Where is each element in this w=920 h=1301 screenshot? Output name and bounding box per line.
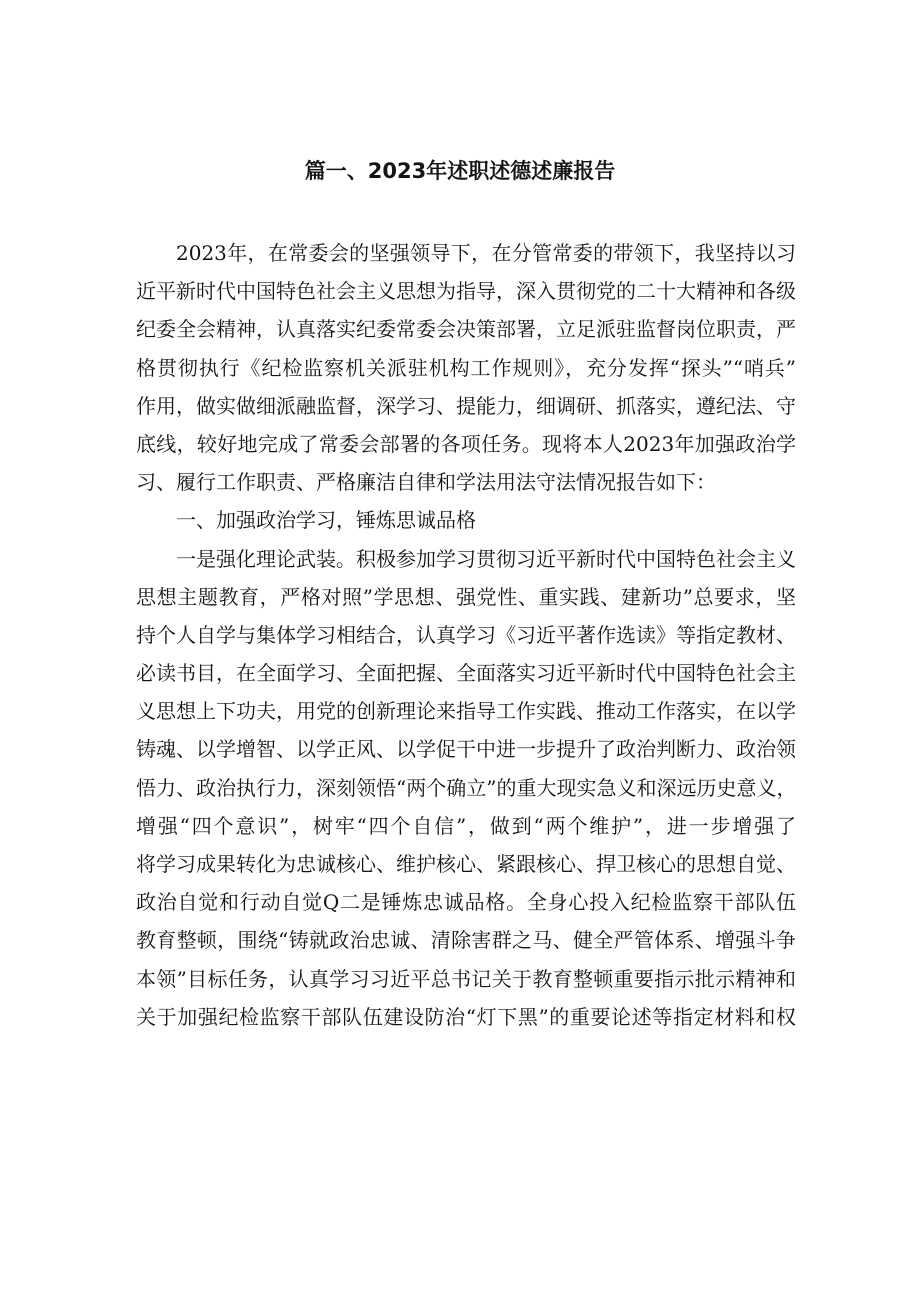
document-body xyxy=(136,234,796,1036)
document-title: 篇一、2023年述职述德述廉报告 xyxy=(304,159,616,183)
text-line: 增强“四个意识”，树牢“四个自信”，做到“两个维护”，进一步增强了 xyxy=(136,813,796,838)
paragraph-intro xyxy=(136,234,796,501)
text-line: 义思想上下功夫，用党的创新理论来指导工作实践、推动工作落实，在以学 xyxy=(136,699,796,724)
text-line: 格贯彻执行《纪检监察机关派驻机构工作规则》，充分发挥“探头”“哨兵” xyxy=(136,355,796,380)
text-line: 持个人自学与集体学习相结合，认真学习《习近平著作选读》等指定教材、 xyxy=(136,622,796,647)
text-line: 近平新时代中国特色社会主义思想为指导，深入贯彻党的二十大精神和各级 xyxy=(136,279,796,304)
text-line: 政治自觉和行动自觉Q二是锤炼忠诚品格。全身心投入纪检监察干部队伍 xyxy=(136,890,796,915)
text-line: 2023年，在常委会的坚强领导下，在分管常委的带领下，我坚持以习 xyxy=(176,241,796,265)
text-line: 作用，做实做细派融监督，深学习、提能力，细调研、抓落实，遵纪法、守 xyxy=(136,393,796,418)
text-line: 本领”目标任务，认真学习习近平总书记关于教育整顿重要指示批示精神和 xyxy=(136,966,796,991)
text-line: 纪委全会精神，认真落实纪委常委会决策部署，立足派驻监督岗位职责，严 xyxy=(136,317,796,342)
text-line: 一是强化理论武装。积极参加学习贯彻习近平新时代中国特色社会主义 xyxy=(176,546,796,571)
text-line: 思想主题教育，严格对照”学思想、强党性、重实践、建新功”总要求，坚 xyxy=(136,584,796,609)
text-line: 底线，较好地完成了常委会部署的各项任务。现将本人2023年加强政治学 xyxy=(136,431,796,456)
paragraph-section1 xyxy=(136,540,796,1036)
text-line: 铸魂、以学增智、以学正风、以学促干中进一步提升了政治判断力、政治领 xyxy=(136,737,796,762)
text-line: 习、履行工作职责、严格廉洁自律和学法用法守法情况报告如下： xyxy=(136,470,716,495)
text-line: 必读书目，在全面学习、全面把握、全面落实习近平新时代中国特色社会主 xyxy=(136,661,796,686)
text-line: 关于加强纪检监察干部队伍建设防治“灯下黑”的重要论述等指定材料和权 xyxy=(136,1004,796,1029)
text-line: 教育整顿，围绕“铸就政治忠诚、清除害群之马、健全严管体系、增强斗争 xyxy=(136,928,796,953)
text-line: 悟力、政治执行力，深刻领悟“两个确立”的重大现实急义和深远历史意义， xyxy=(136,775,797,800)
text-line: 将学习成果转化为忠诚核心、维护核心、紧跟核心、捍卫核心的思想自觉、 xyxy=(136,852,796,876)
section-heading: 一、加强政治学习，锤炼思诚品格 xyxy=(176,508,476,533)
